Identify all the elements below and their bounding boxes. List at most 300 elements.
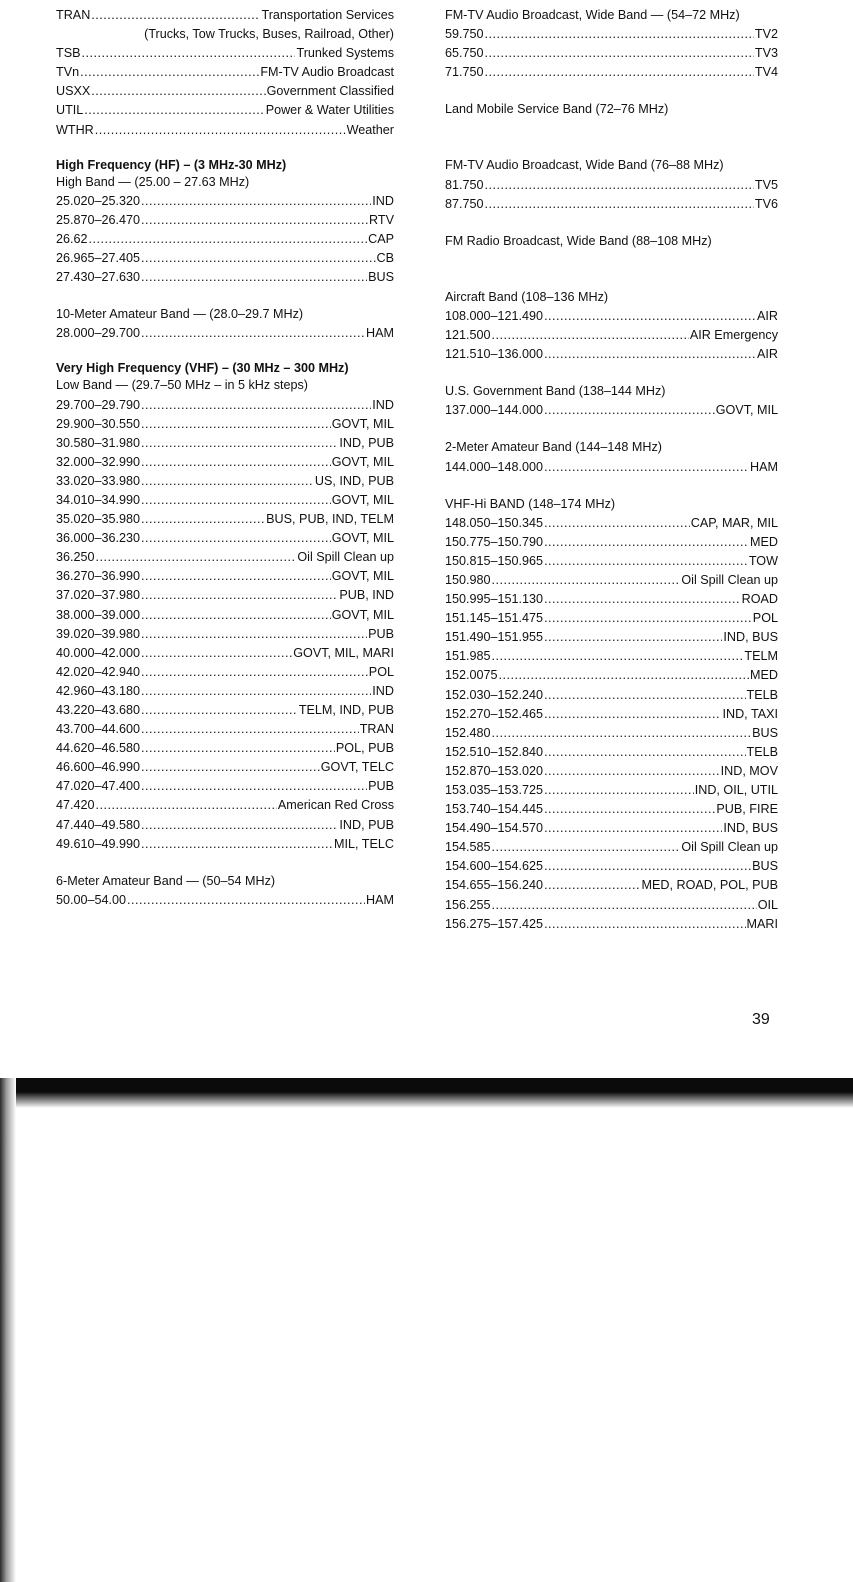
service-usage: IND	[372, 683, 394, 698]
frequency-range: 28.000–29.700	[56, 326, 141, 341]
frequency-row	[445, 44, 778, 63]
service-usage: TRAN	[359, 722, 394, 737]
frequency-row	[445, 25, 778, 44]
dot-leader	[492, 896, 757, 915]
dot-leader	[89, 230, 368, 249]
frequency-range: 150.995–151.130	[445, 592, 544, 607]
dot-leader	[141, 396, 371, 415]
vhf-low-band-subheading: Low Band — (29.7–50 MHz – in 5 kHz steps)	[56, 378, 308, 393]
frequency-row	[56, 567, 394, 586]
service-usage: IND, MOV	[720, 763, 778, 778]
dot-leader	[80, 63, 259, 82]
frequency-range: 25.870–26.470	[56, 212, 141, 227]
dot-leader	[492, 647, 744, 666]
frequency-row	[445, 628, 778, 647]
frequency-range: 43.700–44.600	[56, 722, 141, 737]
frequency-row	[445, 800, 778, 819]
service-usage: TELB	[746, 744, 778, 759]
scan-edge-shadow	[0, 1078, 16, 1582]
dot-leader	[544, 590, 741, 609]
fm-radio-subheading: FM Radio Broadcast, Wide Band (88–108 MHz)	[445, 233, 712, 248]
frequency-row	[56, 249, 394, 268]
service-usage: BUS	[752, 859, 778, 874]
dot-leader	[492, 571, 681, 590]
service-description: Weather	[346, 122, 394, 137]
frequency-range: 47.440–49.580	[56, 817, 141, 832]
frequency-range: 152.270–152.465	[445, 706, 544, 721]
service-usage: IND, TAXI	[722, 706, 778, 721]
service-usage: OIL	[757, 897, 778, 912]
service-usage: MIL, TELC	[334, 836, 394, 851]
frequency-range: 30.580–31.980	[56, 435, 141, 450]
service-usage: GOVT, MIL	[331, 531, 394, 546]
service-description: FM-TV Audio Broadcast	[260, 65, 394, 80]
six-meter-section	[56, 872, 394, 910]
service-usage: CAP	[368, 231, 394, 246]
fm-radio-section	[445, 232, 778, 251]
frequency-row	[56, 777, 394, 796]
service-usage: Oil Spill Clean up	[297, 550, 394, 565]
service-usage: IND, PUB	[339, 435, 394, 450]
frequency-range: 154.490–154.570	[445, 821, 544, 836]
service-code: TRAN	[56, 8, 91, 22]
fmtv-high-section	[445, 156, 778, 213]
frequency-row	[445, 838, 778, 857]
dot-leader	[544, 552, 748, 571]
frequency-range: 71.750	[445, 65, 484, 80]
dot-leader	[95, 121, 346, 140]
frequency-range: 46.600–46.990	[56, 760, 141, 775]
service-usage: TOW	[748, 553, 778, 568]
frequency-range: 39.020–39.980	[56, 626, 141, 641]
six-meter-subheading: 6-Meter Amateur Band — (50–54 MHz)	[56, 873, 276, 888]
frequency-range: 25.020–25.320	[56, 193, 141, 208]
service-usage: IND	[372, 397, 394, 412]
frequency-range: 137.000–144.000	[445, 403, 544, 418]
frequency-range: 33.020–33.980	[56, 473, 141, 488]
frequency-row	[445, 762, 778, 781]
frequency-row	[56, 758, 394, 777]
frequency-row	[56, 453, 394, 472]
two-meter-section	[445, 438, 778, 476]
service-usage: IND, PUB	[339, 817, 394, 832]
frequency-range: 43.220–43.680	[56, 703, 141, 717]
service-usage: HAM	[366, 326, 394, 341]
frequency-range: 37.020–37.980	[56, 588, 141, 603]
frequency-row	[56, 796, 394, 815]
dot-leader	[492, 326, 689, 345]
frequency-row	[56, 192, 394, 211]
fmtv-low-frequency-list	[445, 25, 778, 82]
frequency-range: 121.510–136.000	[445, 347, 544, 362]
service-usage: MED	[750, 668, 778, 683]
dot-leader	[485, 25, 754, 44]
us-government-section	[445, 382, 778, 420]
frequency-range: 156.275–157.425	[445, 916, 544, 931]
dot-leader	[544, 401, 715, 420]
service-usage: ROAD	[741, 592, 778, 607]
frequency-row	[56, 625, 394, 644]
service-usage: American Red Cross	[277, 798, 394, 813]
frequency-row	[445, 819, 778, 838]
frequency-row	[445, 514, 778, 533]
code-row	[56, 6, 394, 25]
frequency-range: 154.600–154.625	[445, 859, 544, 874]
service-usage: PUB	[368, 626, 394, 641]
frequency-range: 152.480	[445, 725, 491, 740]
service-usage: TV3	[754, 46, 778, 61]
aircraft-subheading: Aircraft Band (108–136 MHz)	[445, 289, 609, 304]
service-usage: GOVT, MIL	[331, 492, 394, 507]
dot-leader	[544, 781, 694, 800]
dot-leader	[544, 686, 745, 705]
six-meter-frequency-list	[56, 891, 394, 910]
dot-leader	[141, 777, 367, 796]
land-mobile-section	[445, 100, 778, 119]
frequency-range: 81.750	[445, 177, 484, 192]
land-mobile-subheading: Land Mobile Service Band (72–76 MHz)	[445, 102, 669, 117]
frequency-range: 27.430–27.630	[56, 270, 141, 285]
service-usage: MED	[750, 534, 778, 549]
frequency-row	[56, 211, 394, 230]
scan-shadow	[0, 1078, 853, 1582]
frequency-row	[56, 548, 394, 567]
frequency-range: 59.750	[445, 27, 484, 42]
frequency-range: 42.020–42.940	[56, 664, 141, 679]
frequency-row	[445, 458, 778, 477]
service-usage: TV2	[754, 27, 778, 42]
service-usage: BUS	[368, 270, 394, 285]
dot-leader	[141, 739, 335, 758]
frequency-row	[56, 720, 394, 739]
service-code: WTHR	[56, 122, 94, 137]
frequency-row	[56, 529, 394, 548]
dot-leader	[141, 835, 333, 854]
vhf-hi-subheading: VHF-Hi BAND (148–174 MHz)	[445, 496, 616, 511]
service-usage: AIR	[757, 347, 778, 362]
frequency-row	[56, 472, 394, 491]
service-usage: BUS	[752, 725, 778, 740]
dot-leader	[141, 453, 331, 472]
ten-meter-frequency-list	[56, 324, 394, 343]
frequency-range: 152.870–153.020	[445, 763, 544, 778]
dot-leader	[141, 816, 338, 835]
dot-leader	[544, 876, 640, 895]
dot-leader	[141, 758, 320, 777]
dot-leader	[544, 762, 720, 781]
frequency-row	[445, 915, 778, 934]
dot-leader	[141, 434, 338, 453]
dot-leader	[544, 800, 715, 819]
dot-leader	[141, 324, 365, 343]
frequency-row	[56, 396, 394, 415]
frequency-row	[56, 816, 394, 835]
frequency-range: 32.000–32.990	[56, 454, 141, 469]
service-usage: GOVT, MIL	[331, 454, 394, 469]
service-usage: PUB	[368, 779, 394, 794]
frequency-range: 35.020–35.980	[56, 512, 141, 527]
frequency-range: 26.62	[56, 231, 88, 246]
service-usage: POL	[368, 664, 394, 679]
dot-leader	[127, 891, 365, 910]
service-usage: TELM, IND, PUB	[298, 703, 394, 717]
frequency-range: 148.050–150.345	[445, 515, 544, 530]
frequency-range: 38.000–39.000	[56, 607, 141, 622]
dot-leader	[141, 663, 368, 682]
frequency-row	[56, 230, 394, 249]
dot-leader	[141, 682, 371, 701]
service-usage: TELM	[744, 649, 778, 664]
frequency-range: 154.585	[445, 840, 491, 855]
frequency-range: 121.500	[445, 328, 491, 343]
frequency-row	[445, 724, 778, 743]
frequency-range: 151.145–151.475	[445, 611, 544, 626]
dot-leader	[544, 533, 749, 552]
frequency-range: 47.420	[56, 798, 95, 813]
dot-leader	[485, 63, 754, 82]
dot-leader	[544, 609, 752, 628]
frequency-row	[56, 701, 394, 720]
frequency-row	[56, 644, 394, 663]
entry-continuation: (Trucks, Tow Trucks, Buses, Railroad, Other)	[144, 27, 394, 42]
vhf-heading: Very High Frequency (VHF) – (30 MHz – 300 MHz)	[56, 361, 349, 376]
service-usage: TELB	[746, 687, 778, 702]
aircraft-frequency-list	[445, 307, 778, 364]
frequency-range: 153.740–154.445	[445, 802, 544, 817]
code-row	[56, 44, 394, 63]
frequency-range: 150.980	[445, 572, 491, 587]
service-usage: TV5	[754, 177, 778, 192]
dot-leader	[141, 211, 368, 230]
vhf-low-frequency-list	[56, 396, 394, 854]
frequency-row	[56, 415, 394, 434]
service-description: Power & Water Utilities	[265, 103, 394, 118]
frequency-row	[445, 401, 778, 420]
frequency-row	[56, 663, 394, 682]
dot-leader	[91, 6, 260, 25]
service-usage: BUS, PUB, IND, TELM	[266, 512, 394, 527]
dot-leader	[141, 606, 331, 625]
dot-leader	[96, 548, 297, 567]
service-usage: US, IND, PUB	[314, 473, 394, 488]
frequency-row	[56, 268, 394, 287]
us-government-subheading: U.S. Government Band (138–144 MHz)	[445, 384, 666, 399]
service-usage: HAM	[366, 892, 394, 907]
frequency-range: 36.250	[56, 550, 95, 565]
us-government-frequency-list	[445, 401, 778, 420]
service-usage: IND, BUS	[723, 821, 778, 836]
service-usage: HAM	[750, 459, 778, 474]
frequency-row	[445, 326, 778, 345]
dot-leader	[141, 720, 359, 739]
frequency-row	[445, 705, 778, 724]
code-row	[56, 121, 394, 140]
frequency-row	[56, 510, 394, 529]
dot-leader	[544, 819, 722, 838]
frequency-row	[56, 739, 394, 758]
frequency-row	[445, 743, 778, 762]
frequency-row	[56, 835, 394, 854]
frequency-row	[56, 491, 394, 510]
dot-leader	[96, 796, 277, 815]
dot-leader	[141, 586, 338, 605]
frequency-row	[445, 533, 778, 552]
service-usage: Oil Spill Clean up	[681, 840, 778, 855]
dot-leader	[544, 705, 721, 724]
frequency-row	[445, 666, 778, 685]
frequency-range: 152.510–152.840	[445, 744, 544, 759]
service-usage: MARI	[746, 916, 778, 931]
frequency-row	[445, 609, 778, 628]
frequency-row	[56, 891, 394, 910]
service-usage: IND	[372, 193, 394, 208]
left-column	[56, 6, 394, 910]
dot-leader	[141, 268, 367, 287]
frequency-range: 151.985	[445, 649, 491, 664]
frequency-range: 65.750	[445, 46, 484, 61]
hf-frequency-list	[56, 192, 394, 287]
service-description: Transportation Services	[261, 8, 394, 22]
frequency-row	[445, 345, 778, 364]
code-row	[56, 82, 394, 101]
frequency-range: 44.620–46.580	[56, 741, 141, 756]
service-description: Trunked Systems	[296, 46, 394, 61]
fmtv-low-subheading: FM-TV Audio Broadcast, Wide Band — (54–72 MHz)	[445, 8, 740, 22]
frequency-range: 36.000–36.230	[56, 531, 141, 546]
frequency-row	[56, 606, 394, 625]
frequency-row	[445, 781, 778, 800]
frequency-row	[445, 647, 778, 666]
service-usage: GOVT, MIL	[331, 607, 394, 622]
service-usage: AIR Emergency	[689, 328, 778, 343]
fmtv-high-subheading: FM-TV Audio Broadcast, Wide Band (76–88 MHz)	[445, 158, 724, 173]
dot-leader	[499, 666, 749, 685]
dot-leader	[492, 838, 681, 857]
frequency-range: 36.270–36.990	[56, 569, 141, 584]
service-usage: PUB, FIRE	[716, 802, 778, 817]
frequency-row	[445, 590, 778, 609]
fmtv-high-frequency-list	[445, 176, 778, 214]
service-description: Government Classified	[266, 84, 394, 99]
frequency-range: 151.490–151.955	[445, 630, 544, 645]
service-code: UTIL	[56, 103, 84, 118]
frequency-row	[445, 63, 778, 82]
frequency-range: 42.960–43.180	[56, 683, 141, 698]
vhf-hi-frequency-list	[445, 514, 778, 934]
dot-leader	[141, 192, 371, 211]
service-usage: POL, PUB	[335, 741, 394, 756]
dot-leader	[82, 44, 296, 63]
frequency-row	[445, 896, 778, 915]
frequency-row	[56, 434, 394, 453]
frequency-range: 29.900–30.550	[56, 416, 141, 431]
dot-leader	[141, 644, 292, 663]
service-usage: GOVT, MIL	[331, 416, 394, 431]
dot-leader	[485, 44, 754, 63]
service-usage: MED, ROAD, POL, PUB	[641, 878, 778, 893]
code-row	[56, 63, 394, 82]
dot-leader	[544, 345, 756, 364]
frequency-range: 47.020–47.400	[56, 779, 141, 794]
frequency-range: 150.815–150.965	[445, 553, 544, 568]
dot-leader	[141, 249, 375, 268]
frequency-range: 49.610–49.990	[56, 836, 141, 851]
frequency-row	[445, 571, 778, 590]
frequency-row	[56, 682, 394, 701]
vhf-section	[56, 361, 394, 853]
frequency-row	[56, 324, 394, 343]
aircraft-section	[445, 288, 778, 364]
frequency-row	[56, 586, 394, 605]
service-usage: Oil Spill Clean up	[681, 572, 778, 587]
frequency-row	[445, 552, 778, 571]
service-usage: CB	[376, 251, 394, 266]
frequency-range: 108.000–121.490	[445, 308, 544, 323]
frequency-range: 87.750	[445, 196, 484, 211]
dot-leader	[91, 82, 265, 101]
dot-leader	[141, 567, 331, 586]
service-usage: AIR	[757, 308, 778, 323]
two-meter-subheading: 2-Meter Amateur Band (144–148 MHz)	[445, 440, 662, 455]
service-usage: TV6	[754, 196, 778, 211]
dot-leader	[141, 701, 298, 720]
dot-leader	[544, 915, 745, 934]
frequency-range: 156.255	[445, 897, 491, 912]
frequency-row	[445, 857, 778, 876]
vhf-hi-section	[445, 495, 778, 934]
frequency-range: 50.00–54.00	[56, 892, 127, 907]
dot-leader	[544, 743, 745, 762]
fmtv-low-section	[445, 6, 778, 82]
two-meter-frequency-list	[445, 458, 778, 477]
frequency-range: 153.035–153.725	[445, 783, 544, 797]
service-code-list	[56, 6, 394, 140]
frequency-row	[445, 876, 778, 895]
ten-meter-subheading: 10-Meter Amateur Band — (28.0–29.7 MHz)	[56, 307, 304, 322]
service-code: TSB	[56, 46, 81, 61]
dot-leader	[544, 514, 690, 533]
dot-leader	[544, 857, 751, 876]
frequency-range: 34.010–34.990	[56, 492, 141, 507]
frequency-row	[445, 307, 778, 326]
service-usage: GOVT, TELC	[320, 760, 394, 775]
frequency-range: 144.000–148.000	[445, 459, 544, 474]
service-code: USXX	[56, 84, 91, 99]
frequency-range: 29.700–29.790	[56, 397, 141, 412]
service-usage: POL	[752, 611, 778, 626]
frequency-range: 26.965–27.405	[56, 251, 141, 266]
dot-leader	[141, 415, 331, 434]
frequency-range: 150.775–150.790	[445, 534, 544, 549]
dot-leader	[141, 510, 265, 529]
service-usage: IND, OIL, UTIL	[694, 783, 778, 797]
frequency-range: 152.0075	[445, 668, 498, 683]
right-column	[445, 6, 778, 934]
service-usage: CAP, MAR, MIL	[690, 515, 778, 530]
frequency-range: 154.655–156.240	[445, 878, 544, 893]
service-usage: RTV	[369, 212, 394, 227]
dot-leader	[485, 195, 754, 214]
dot-leader	[544, 628, 722, 647]
dot-leader	[492, 724, 752, 743]
hf-heading: High Frequency (HF) – (3 MHz-30 MHz)	[56, 157, 287, 172]
code-row	[56, 101, 394, 120]
dot-leader	[141, 625, 367, 644]
service-usage: TV4	[754, 65, 778, 80]
frequency-range: 152.030–152.240	[445, 687, 544, 702]
frequency-row	[445, 686, 778, 705]
dot-leader	[141, 491, 331, 510]
